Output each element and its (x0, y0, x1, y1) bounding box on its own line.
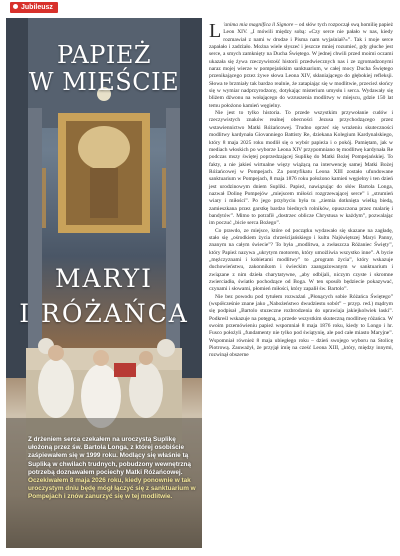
paragraph-1-lead: 'anima mia magnifica il Signore (223, 22, 294, 28)
cover-photo (6, 18, 202, 548)
drop-cap: L (209, 20, 222, 42)
paragraph-4: Nie bez powodu pod tytułem rozważań „Płonących sobie Różańca Świętego” (współcześnie znane jako „Nabożeństwo dwudziestu sobót” – przyp. red.) mądrym się podpisał „Bartolo stuzeczne rozbrodzenia do uprawiaja jakiejkolwiek łaski”. Podkreśl wskazuje na potęgną, a przede wszystkim skuteczną modlitwę różańca. W swoim przemówieniu papież wspomniał 8 maja 1876 roku, kiedy to Longo i hr. Fusco położyli „fundamenty nie tylko pod świątynię, ale pod całe miasto Maryjne”. Wspomniał również 8 maja ubiegłego roku – dzień swojego wyboru na Stolicę Piotrową. Zauważył, że przyjął imię na cześć Leona XIII, „który, między innymi, rozwinął obszerne (209, 293, 393, 359)
title-top (6, 42, 202, 96)
caption-highlight: Oczekiwałem 8 maja 2026 roku, kiedy ponownie w tak uroczystym dniu będę mógł łączyć się z sanktuarium w Pompejach i znów zanurzyć się w tej modlitwie. (28, 477, 196, 501)
title-line-1: PAPIEŻ (56, 41, 152, 69)
photo-credit (0, 514, 1, 538)
paragraph-1 (209, 22, 393, 110)
badge-dot-icon (13, 4, 18, 9)
article-body (209, 22, 393, 360)
title-bottom (6, 261, 202, 331)
caption-text: Z drżeniem serca czekałem na uroczystą Suplikę ułożoną przez św. Bartola Longa, z której osobiście zaśpiewałem się w 1999 roku. Modlący się właśnie tą Supliką w chwilach trudnych, pobudzony wewnętrzną potrzebą doznawałem pociechy Matki Różańcowej. (28, 436, 191, 476)
paragraph-3: Co prawdo, ze miejsce, które od początku wydawało się skazane na zagładę, stało się „ośrodkiem życia chrześcijańskiego i kultu Najświętszej Maryi Panny, znanym na całym świecie”? To była „modlitwa, a zwłaszcza Różaniec Święty”, który Papież nazywa „ukrytym motorem, który umożliwia wszystko inne”. A bycie „mężczyznami i kobietami modlitwy” to „program życia”, który wskazuje duchowieństwu, zakonnikom i świeckim zaangażowanym w sanktuarium i związane z nim dzieła charytatywne, „aby odbijali, niczym czyste i skromne zwierciadła, światło pochodzące od Boga. W ten sposób będziecie pokazywać, czynami i słowami, płomień miłości, który zapalił św. Bartolo”. (209, 227, 393, 293)
paragraph-2: Nie jest to tylko historia. To przede wszystkim przywołanie cudów i rzeczywistych znaków realnej obecności Jezusa przychodzącego przez wstawiennictwo Matki Różańcowej. Trudno oprzeć się wrażeniu skuteczności modlitwy kardynała Giovanniego Battisty Re, dziekana Kolegium Kardynalskiego, który 8 maja 2025 roku modlił się o wybór papieża i o pokój. Pamiętam, jak w mediach włoskich po wyborze Leona XIV przypomniano tę modlitwę kardynała Re podczas mszy świętej poprzedzającej Suplikę do Matki Bożej Pompejańskiej. To fakty, a nie jakieś wirtualne więzy wiążącą na interwencję samej Matki Bożej Różańcowej w Pompejach. Za pontyfikatu Leona XIII zostało ufundowane sanktuarium w Pompejach, 8 maja 1876 roku położono kamień węgielny i ten dzień jest urodzinowym dniem Supliki. Papież, nawiązując do słów Bartola Longa, nazwał Dolinę Pompejów „miejscem miłości rozgrzewającej serce” i „strumień wiary i miłości”. Po jego przybyciu była tu „ziemia dotknięta wielką biedą, zamieszkana przez garstkę bardzo biednych rolników, opuszczona przez malarię i bandytów”. Mimo to potrafił „dostrzec oblicze Chrystusa w każdym”, pozwalając im poczuć „bicie serca Bożego”. (209, 110, 393, 227)
title-line-2: W MIEŚCIE (28, 68, 180, 96)
photo-caption (28, 436, 200, 502)
section-badge (10, 2, 58, 13)
title-line-3: MARYI (54, 264, 154, 293)
page-header (0, 0, 400, 16)
section-label: Jubileusz (21, 4, 53, 11)
paragraph-1-text: – od słów tych rozpoczął swą homilię papież Leon XIV. „I mówili między sobą: «Czy serce nie pałało w nas, kiedy rozmawiał z nami w drodze i Pisma nam wyjaśniał?»”. Tak i moje serce zapałało i zadrżało. Można wiele słyszeć i jeszcze mniej rozumieć, gdy głuche jest serce, a smych zamknięty na Ducha Świętego. W jednej chwili przed moimi oczami ukazała się żywa rzeczywistość historii przedwiecznych nas i ze zgromadzonymi naraz mojej wierze w pompejańskim sanktuarium, w całej mocy Ducha Świętego przenikającego przez żywe słowa Leona XIV, skłaniającego do głębokiej refleksji. Słowa te brzmiały tak bardzo realnie, że zatapiając się w modlitwie, przecież słońcy się w wymiar nadprzyrodzony, dotykając misterium umysłu i serca. Wydawały się bliżem dźwonu na wołającego do wzruszenia modlitwy w miejscu, gdzie 150 lat temu położono kamień węgielny. (209, 22, 393, 109)
title-line-4: I RÓŻAŃCA (19, 299, 189, 328)
